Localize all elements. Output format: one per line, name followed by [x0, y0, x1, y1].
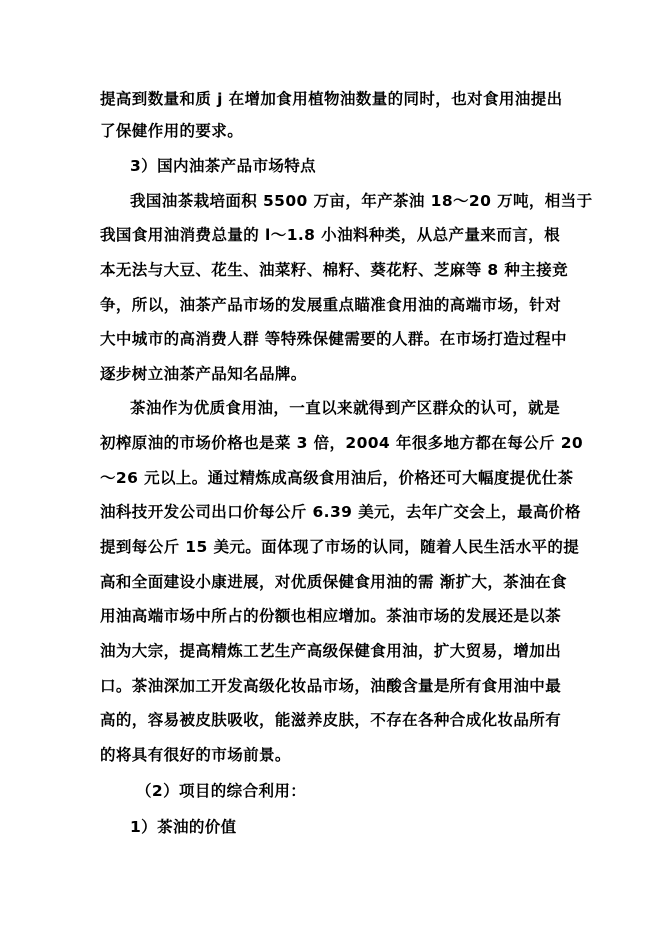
- text-line-17: 油为大宗，提高精炼工艺生产高级保健食用油，扩大贸易，增加出: [100, 642, 562, 660]
- text-line-15: 高和全面建设小康进展，对优质保健食用油的需 渐扩大，茶油在食: [100, 573, 567, 591]
- text-line-2: 了保健作用的要求。: [100, 122, 244, 140]
- text-line-8: 大中城市的高消费人群 等特殊保健需要的人群。在市场打造过程中: [100, 330, 567, 348]
- text-line-16: 用油高端市场中所占的份额也相应增加。茶油市场的发展还是以茶: [100, 607, 562, 625]
- text-line-13: 油科技开发公司出口价每公斤 6.39 美元，去年广交会上，最高价格: [100, 503, 581, 521]
- subsection-heading-1: 1）茶油的价值: [130, 818, 237, 836]
- text-line-20: 的将具有很好的市场前景。: [100, 746, 291, 764]
- text-line-9: 逐步树立油茶产品知名品牌。: [100, 365, 307, 383]
- section-heading-2: （2）项目的综合利用：: [136, 782, 307, 800]
- text-line-18: 口。茶油深加工开发高级化妆品市场，油酸含量是所有食用油中最: [100, 677, 562, 695]
- text-line-7: 争，所以，油茶产品市场的发展重点瞄准食用油的高端市场，针对: [100, 296, 562, 314]
- text-line-5: 我国食用油消费总量的 l～1.8 小油料种类，从总产量来而言，根: [100, 226, 560, 244]
- text-line-12: ～26 元以上。通过精炼成高级食用油后，价格还可大幅度提优仕茶: [100, 469, 574, 487]
- text-line-11: 初榨原油的市场价格也是菜 3 倍，2004 年很多地方都在每公斤 20: [100, 434, 584, 452]
- text-line-1: 提高到数量和质 j 在增加食用植物油数量的同时，也对食用油提出: [100, 90, 563, 108]
- text-line-19: 高的，容易被皮肤吸收，能滋养皮肤，不存在各种合成化妆品所有: [100, 711, 562, 729]
- text-line-4: 我国油茶栽培面积 5500 万亩，年产茶油 18～20 万吨，相当于: [130, 192, 593, 210]
- section-heading-3: 3）国内油茶产品市场特点: [130, 157, 317, 175]
- text-line-10: 茶油作为优质食用油，一直以来就得到产区群众的认可，就是: [130, 399, 560, 417]
- text-line-6: 本无法与大豆、花生、油菜籽、棉籽、葵花籽、芝麻等 8 种主接竞: [100, 261, 568, 279]
- text-line-14: 提到每公斤 15 美元。面体现了市场的认同，随着人民生活水平的提: [100, 538, 580, 556]
